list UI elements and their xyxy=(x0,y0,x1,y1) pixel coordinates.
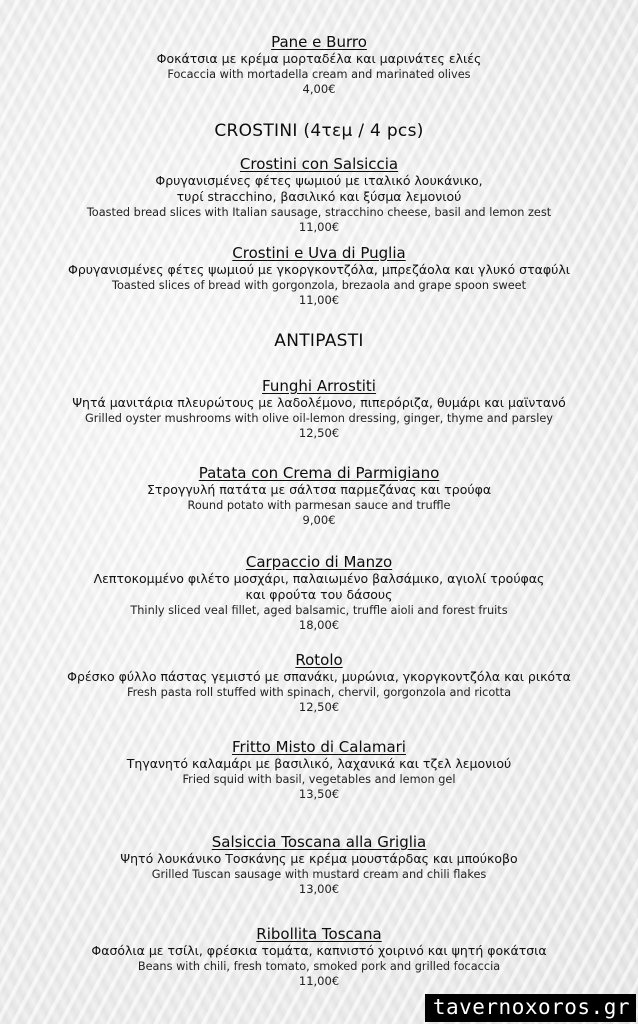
section-title-antipasti: ANTIPASTI xyxy=(274,331,364,351)
item-name: Pane e Burro xyxy=(271,33,367,51)
menu-item xyxy=(0,553,638,633)
item-description-english: Beans with chili, fresh tomato, smoked pork and grilled focaccia xyxy=(137,960,501,973)
item-name: Ribollita Toscana xyxy=(256,925,382,943)
item-name: Rotolo xyxy=(295,651,343,669)
menu-item xyxy=(0,925,638,989)
item-description-greek: Στρογγυλή πατάτα με σάλτσα παρμεζάνας και τρούφα xyxy=(146,482,492,497)
item-description-english: Grilled oyster mushrooms with olive oil-lemon dressing, ginger, thyme and parsley xyxy=(85,412,553,425)
menu-item xyxy=(0,833,638,897)
item-description-greek: Φρυγανισμένες φέτες ψωμιού με ιταλικό λουκάνικο, xyxy=(155,173,483,188)
menu-item xyxy=(0,464,638,528)
item-description-greek-line2: και φρούτα του δάσους xyxy=(245,587,393,602)
menu-item xyxy=(0,33,638,97)
item-name: Carpaccio di Manzo xyxy=(245,553,393,571)
item-price: 9,00€ xyxy=(302,513,336,527)
item-price: 18,00€ xyxy=(298,618,340,632)
item-price: 12,50€ xyxy=(298,700,340,714)
item-name: Crostini con Salsiccia xyxy=(239,155,399,173)
menu-item xyxy=(0,738,638,802)
item-description-greek: Φρυγανισμένες φέτες ψωμιού με γκοργκοντζόλα, μπρεζάολα και γλυκό σταφύλι xyxy=(68,262,570,277)
item-price: 11,00€ xyxy=(298,220,340,234)
item-name: Funghi Arrostiti xyxy=(262,377,376,395)
item-description-greek: Ψητό λουκάνικο Τοσκάνης με κρέμα μουστάρδας και μπούκοβο xyxy=(120,851,518,866)
item-price: 12,50€ xyxy=(298,426,340,440)
item-description-greek-line2: τυρί stracchino, βασιλικό και ξύσμα λεμονιού xyxy=(176,189,462,204)
item-description-greek: Λεπτοκομμένο φιλέτο μοσχάρι, παλαιωμένο βαλσάμικο, αγιολί τρούφας xyxy=(93,571,545,586)
item-price: 11,00€ xyxy=(298,974,340,988)
item-description-greek: Φοκάτσια με κρέμα μορταδέλα και μαρινάτες ελιές xyxy=(156,51,482,66)
item-description-english: Focaccia with mortadella cream and marinated olives xyxy=(167,68,471,81)
item-name: Salsiccia Toscana alla Griglia xyxy=(211,833,427,851)
menu-item xyxy=(0,244,638,308)
item-name: Fritto Misto di Calamari xyxy=(232,738,406,756)
item-name: Patata con Crema di Parmigiano xyxy=(198,464,440,482)
item-description-english: Fresh pasta roll stuffed with spinach, chervil, gorgonzola and ricotta xyxy=(126,686,512,699)
menu-item xyxy=(0,377,638,441)
item-description-english: Toasted bread slices with Italian sausage, stracchino cheese, basil and lemon zest xyxy=(86,206,552,219)
item-description-greek: Φρέσκο φύλλο πάστας γεμιστό με σπανάκι, μυρώνια, γκοργκοντζόλα και ρικότα xyxy=(67,669,571,684)
item-description-english: Toasted slices of bread with gorgonzola, brezaola and grape spoon sweet xyxy=(111,279,527,292)
item-description-english: Grilled Tuscan sausage with mustard cream and chili flakes xyxy=(151,868,487,881)
item-price: 13,50€ xyxy=(298,787,340,801)
item-price: 13,00€ xyxy=(298,882,340,896)
item-description-greek: Ψητά μανιτάρια πλευρώτους με λαδολέμονο, πιπερόριζα, θυμάρι και μαϊντανό xyxy=(72,395,566,410)
item-price: 11,00€ xyxy=(298,293,340,307)
site-watermark: tavernoxoros.gr xyxy=(425,994,636,1022)
item-description-greek: Τηγανητό καλαμάρι με βασιλικό, λαχανικά και τζελ λεμονιού xyxy=(126,756,512,771)
item-price: 4,00€ xyxy=(302,82,336,96)
item-name: Crostini e Uva di Puglia xyxy=(232,244,406,262)
menu-item xyxy=(0,155,638,235)
item-description-english: Round potato with parmesan sauce and truffle xyxy=(187,499,451,512)
item-description-english: Thinly sliced veal fillet, aged balsamic, truffle aioli and forest fruits xyxy=(130,604,508,617)
item-description-greek: Φασόλια με τσίλι, φρέσκια τομάτα, καπνιστό χοιρινό και ψητή φοκάτσια xyxy=(91,943,547,958)
item-description-english: Fried squid with basil, vegetables and lemon gel xyxy=(182,773,456,786)
section-title-crostini: CROSTINI (4τεμ / 4 pcs) xyxy=(214,121,424,141)
menu-item xyxy=(0,651,638,715)
